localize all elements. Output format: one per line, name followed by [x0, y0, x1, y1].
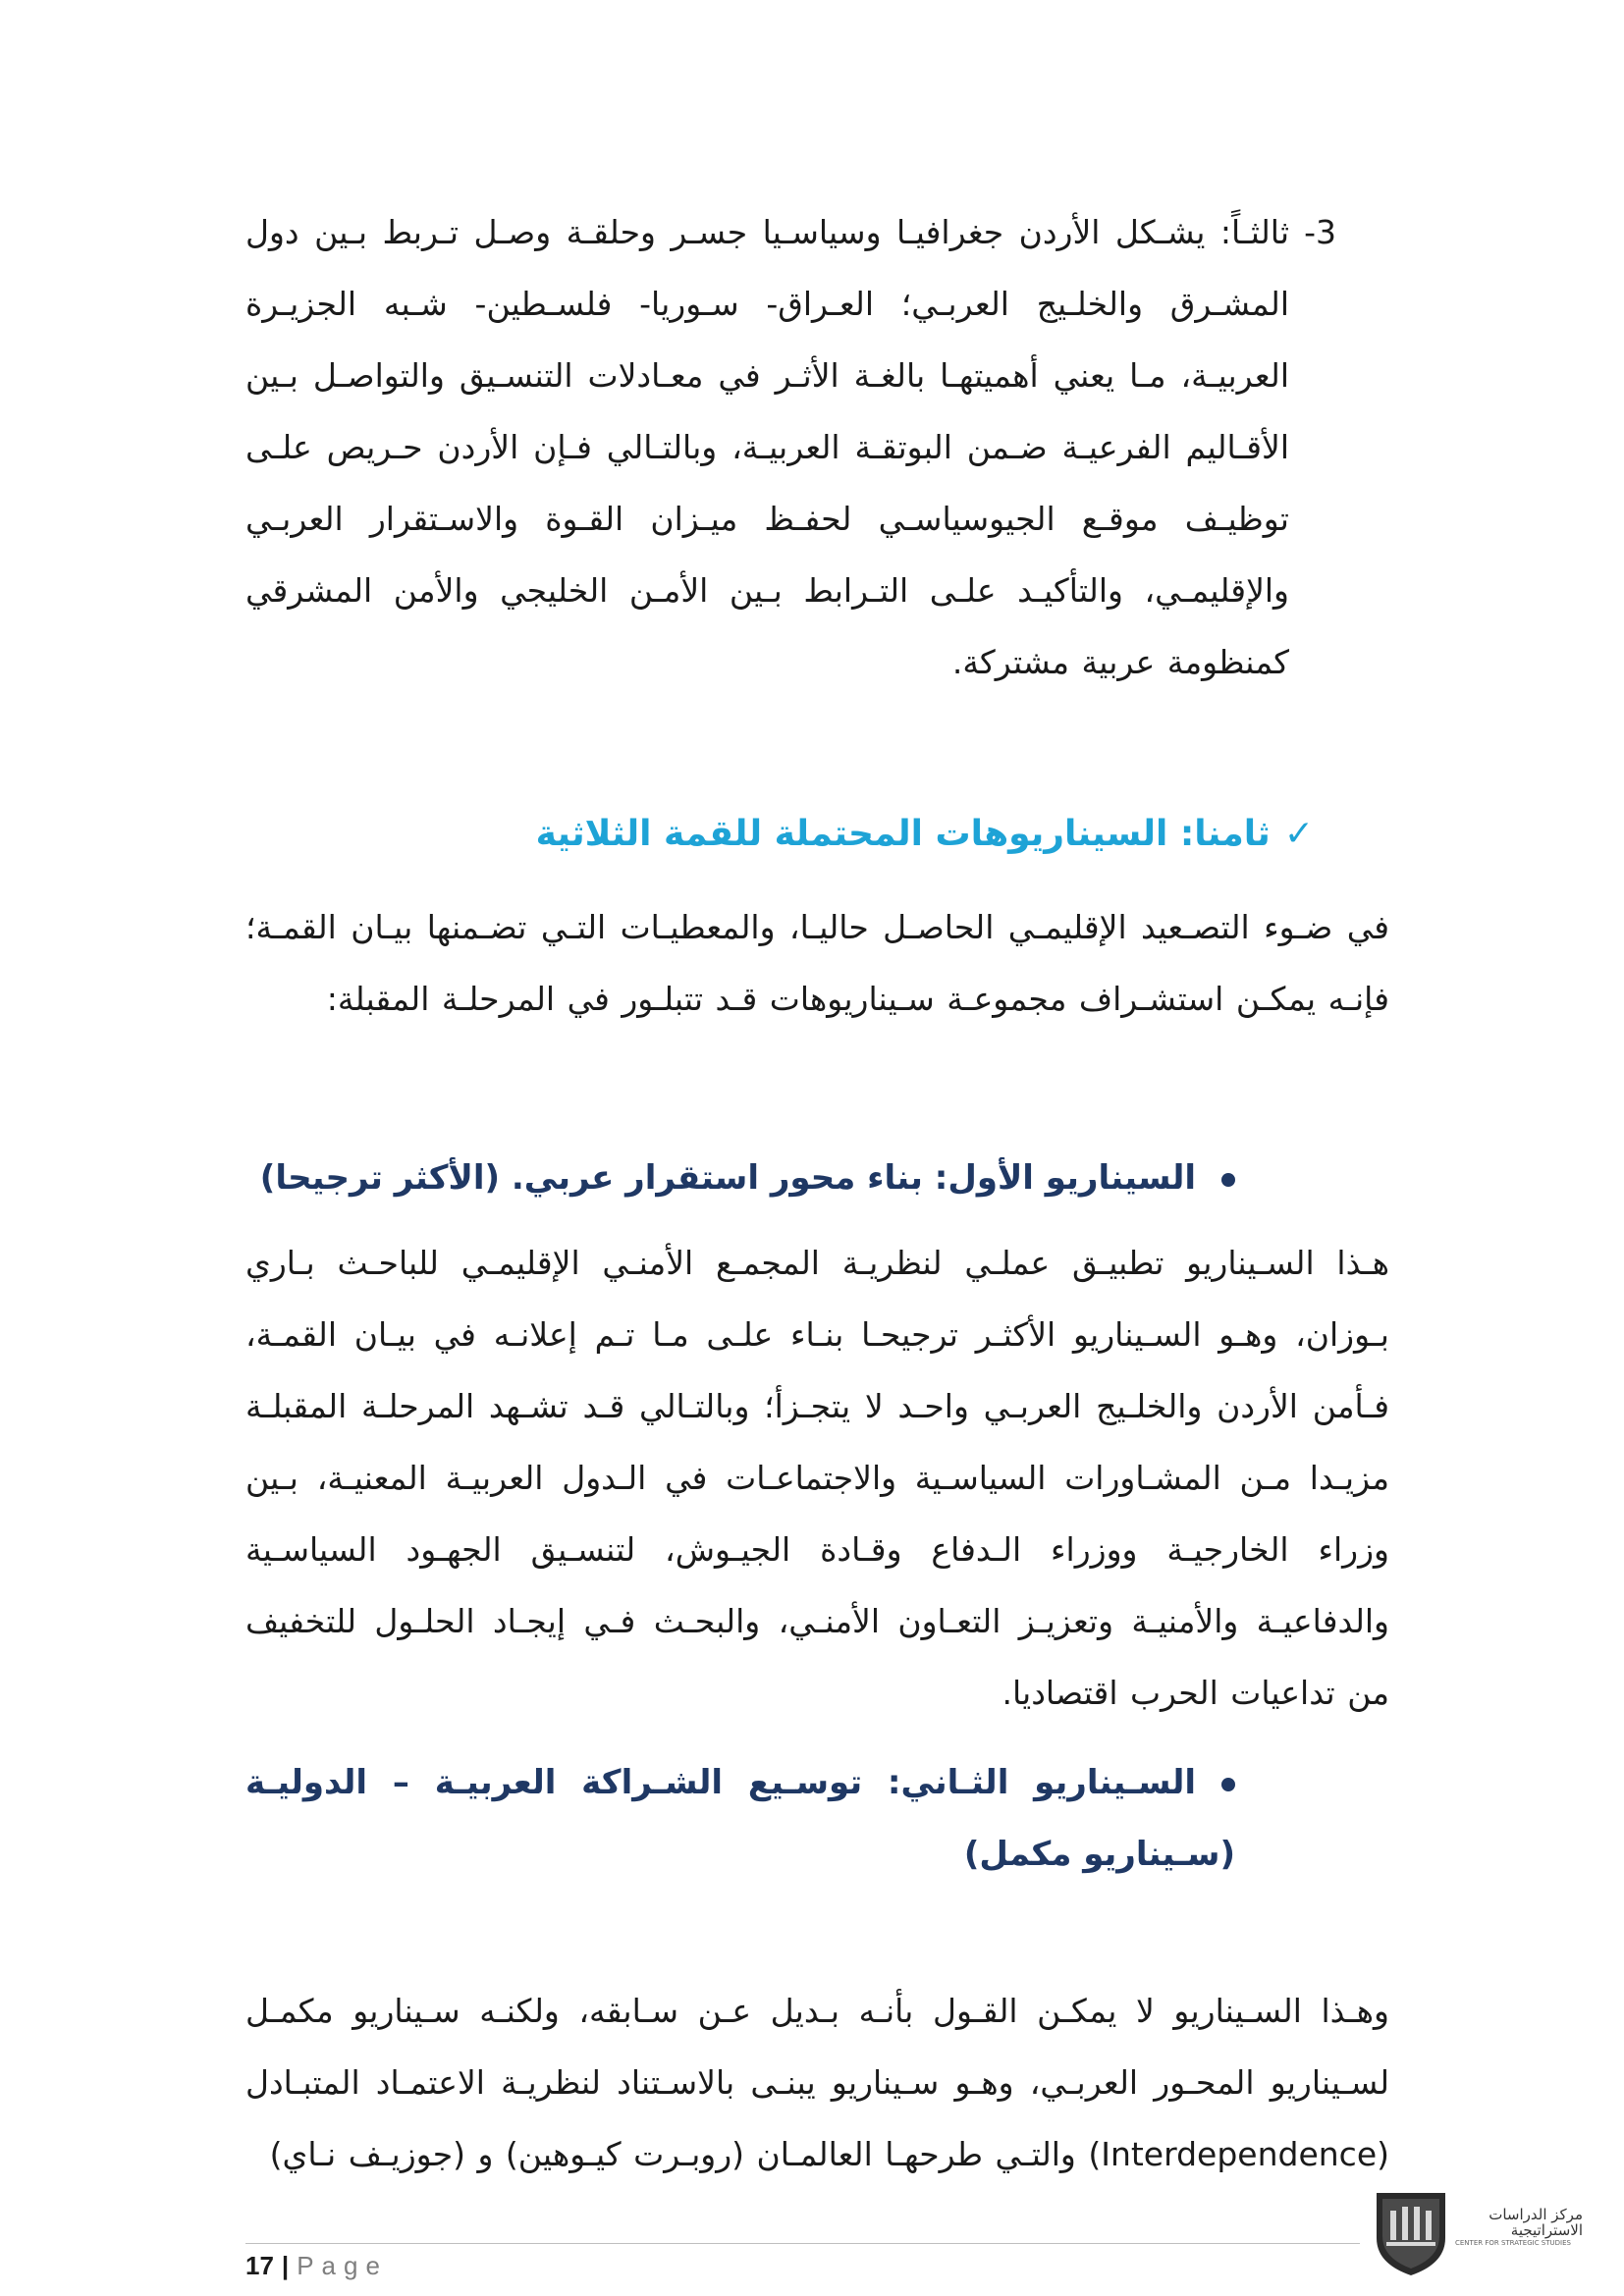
page-number [245, 2246, 388, 2285]
section-heading-text: ثامنا: السيناريوهات المحتملة للقمة الثلاثية [535, 814, 1271, 854]
scenario-2-title: السـيناريو الثـاني: توسـيع الشـراكة العربيـة – الدوليـة (سـيناريو مكمل) [245, 1763, 1235, 1874]
footer-divider [245, 2243, 1360, 2244]
shield-logo-icon [1373, 2187, 1449, 2277]
section-heading [536, 805, 1314, 864]
page-word: Page [297, 2251, 388, 2280]
scenario-2-paragraph: وهـذا السـيناريو لا يمكـن القـول بأنـه بـديل عـن سـابقه، ولكنـه سـيناريو مكمـل لسـيناريو المحـور العربـي، وهـو سـيناريو يبنـى بالاسـتناد لنظريـة الاعتمـاد المتبـادل (Interdependence) والتـي طرحهـا العالمـان (روبـرت كيـوهين) و (جوزيـف نـاي) [245, 1992, 1389, 2173]
bullet-icon [1221, 1778, 1235, 1791]
scenario-1-title: السيناريو الأول: بناء محور استقرار عربي. (الأكثر ترجيحا) [259, 1158, 1196, 1198]
page-separator: | [281, 2251, 290, 2280]
scenario-2-heading [245, 1747, 1235, 1891]
intro-paragraph: في ضـوء التصـعيد الإقليمـي الحاصـل حاليـا، والمعطيـات التـي تضـمنها بيـان القمـة؛ فإنـه يمكـن استشـراف مجموعـة سـيناريوهات قـد تتبلـور في المرحلـة المقبلة: [245, 908, 1389, 1018]
paragraph-text: ثالثـاً: يشـكل الأردن جغرافيـا وسياسـيا جسـر وحلقـة وصـل تـربط بـين دول المشـرق والخلـيج العربـي؛ العـراق- سـوريا- فلسـطين- شـبه الجزيـرة العربيـة، مـا يعني أهميتهـا بالغـة الأثـر في معـادلات التنسـيق والتواصـل بـين الأقـاليم الفرعيـة ضـمن البوتقـة العربيـة، وبالتـالي فـإن الأردن حـريص علـى توظيـف موقـع الجيوسياسـي لحفـظ ميـزان القـوة والاسـتقرار العربـي والإقليمـي، والتأكيـد علـى التـرابط بـين الأمـن الخليجي والأمن المشرقي كمنظومة عربية مشتركة. [245, 213, 1289, 681]
logo-subtitle: CENTER FOR STRATEGIC STUDIES [1455, 2239, 1571, 2247]
checkmark-icon: ✓ [1283, 814, 1314, 854]
list-number: -3 [1304, 213, 1336, 251]
logo-name: مركز الدراسات الاستراتيجية [1489, 2206, 1583, 2239]
scenario-1-heading [260, 1143, 1235, 1214]
logo-text [1455, 2207, 1583, 2248]
numbered-paragraph-3 [245, 196, 1336, 698]
scenario-1-paragraph: هـذا السـيناريو تطبيـق عملـي لنظريـة المجمـع الأمنـي الإقليمـي للباحـث بـاري بـوزان، وهـو السـيناريو الأكثـر ترجيحـا بنـاء علـى مـا تـم إعلانـه في بيـان القمـة، فـأمن الأردن والخلـيج العربـي واحـد لا يتجـزأ؛ وبالتـالي قـد تشـهد المرحلـة المقبلـة مزيـدا مـن المشـاورات السياسـية والاجتماعـات في الـدول العربيـة المعنيـة، بـين وزراء الخارجيـة ووزراء الـدفاع وقـادة الجيـوش، لتنسـيق الجهـود السياسـية والدفاعيـة والأمنيـة وتعزيـز التعـاون الأمنـي، والبحـث فـي إيجـاد الحلـول للتخفيف من تداعيات الحرب اقتصاديا. [245, 1244, 1389, 1712]
bullet-icon [1221, 1173, 1235, 1187]
page-number-value: 17 [245, 2251, 274, 2280]
center-logo [1373, 2187, 1589, 2281]
